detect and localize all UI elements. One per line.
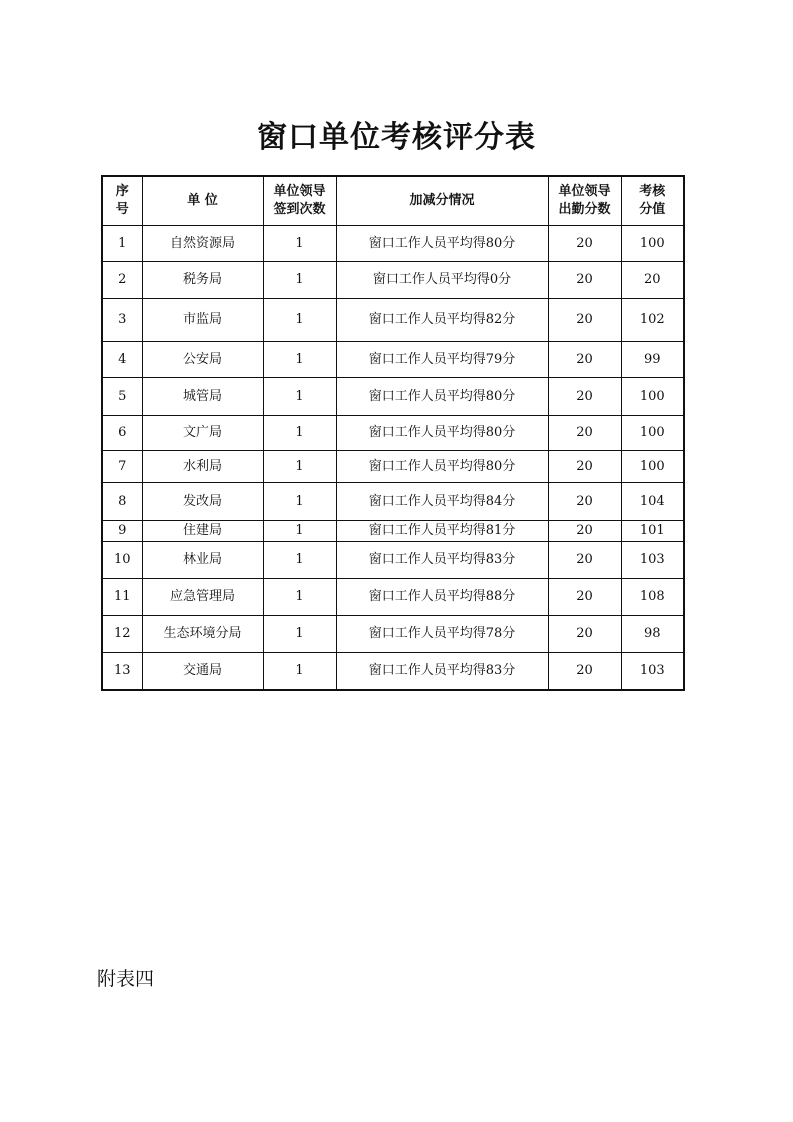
cell-sign-in-count: 1	[263, 342, 336, 378]
cell-index: 4	[102, 342, 142, 378]
table-row	[102, 226, 684, 262]
cell-attendance-score: 20	[548, 616, 621, 653]
cell-total-score: 99	[621, 342, 684, 378]
cell-attendance-score: 20	[548, 521, 621, 542]
cell-unit: 自然资源局	[142, 226, 263, 262]
appendix-label: 附表四	[97, 968, 155, 990]
score-table	[101, 175, 685, 691]
cell-sign-in-count: 1	[263, 416, 336, 451]
cell-adjustment: 窗口工作人员平均得83分	[336, 542, 548, 579]
cell-unit: 税务局	[142, 262, 263, 299]
cell-adjustment: 窗口工作人员平均得83分	[336, 653, 548, 690]
cell-sign-in-count: 1	[263, 616, 336, 653]
cell-sign-in-count: 1	[263, 299, 336, 342]
table-row	[102, 653, 684, 690]
table-row	[102, 416, 684, 451]
cell-total-score: 103	[621, 542, 684, 579]
cell-total-score: 100	[621, 226, 684, 262]
cell-sign-in-count: 1	[263, 483, 336, 521]
cell-index: 5	[102, 378, 142, 416]
cell-total-score: 101	[621, 521, 684, 542]
cell-index: 2	[102, 262, 142, 299]
table-row	[102, 579, 684, 616]
cell-sign-in-count: 1	[263, 521, 336, 542]
cell-unit: 林业局	[142, 542, 263, 579]
page-title: 窗口单位考核评分表	[257, 120, 536, 155]
cell-adjustment: 窗口工作人员平均得80分	[336, 451, 548, 483]
cell-unit: 应急管理局	[142, 579, 263, 616]
table-row	[102, 542, 684, 579]
cell-total-score: 104	[621, 483, 684, 521]
cell-total-score: 103	[621, 653, 684, 690]
cell-sign-in-count: 1	[263, 542, 336, 579]
header-attendance-score: 单位领导 出勤分数	[548, 176, 621, 226]
cell-unit: 市监局	[142, 299, 263, 342]
cell-attendance-score: 20	[548, 299, 621, 342]
cell-total-score: 98	[621, 616, 684, 653]
table-row	[102, 483, 684, 521]
cell-attendance-score: 20	[548, 483, 621, 521]
cell-adjustment: 窗口工作人员平均得80分	[336, 226, 548, 262]
cell-attendance-score: 20	[548, 579, 621, 616]
cell-sign-in-count: 1	[263, 653, 336, 690]
cell-total-score: 20	[621, 262, 684, 299]
cell-attendance-score: 20	[548, 226, 621, 262]
table-row	[102, 378, 684, 416]
cell-unit: 城管局	[142, 378, 263, 416]
cell-total-score: 102	[621, 299, 684, 342]
cell-adjustment: 窗口工作人员平均得0分	[336, 262, 548, 299]
cell-attendance-score: 20	[548, 542, 621, 579]
cell-sign-in-count: 1	[263, 579, 336, 616]
cell-adjustment: 窗口工作人员平均得80分	[336, 378, 548, 416]
cell-adjustment: 窗口工作人员平均得80分	[336, 416, 548, 451]
cell-sign-in-count: 1	[263, 451, 336, 483]
cell-attendance-score: 20	[548, 262, 621, 299]
header-total-score: 考核 分值	[621, 176, 684, 226]
cell-attendance-score: 20	[548, 653, 621, 690]
cell-adjustment: 窗口工作人员平均得81分	[336, 521, 548, 542]
cell-sign-in-count: 1	[263, 378, 336, 416]
cell-attendance-score: 20	[548, 378, 621, 416]
header-adjustment: 加减分情况	[336, 176, 548, 226]
cell-index: 3	[102, 299, 142, 342]
table-header-row	[102, 176, 684, 226]
cell-unit: 交通局	[142, 653, 263, 690]
cell-adjustment: 窗口工作人员平均得79分	[336, 342, 548, 378]
cell-index: 10	[102, 542, 142, 579]
cell-unit: 发改局	[142, 483, 263, 521]
table-row	[102, 616, 684, 653]
cell-attendance-score: 20	[548, 342, 621, 378]
table-row	[102, 299, 684, 342]
cell-index: 6	[102, 416, 142, 451]
cell-adjustment: 窗口工作人员平均得84分	[336, 483, 548, 521]
cell-unit: 公安局	[142, 342, 263, 378]
cell-adjustment: 窗口工作人员平均得78分	[336, 616, 548, 653]
cell-unit: 文广局	[142, 416, 263, 451]
cell-unit: 水利局	[142, 451, 263, 483]
table-row	[102, 451, 684, 483]
cell-index: 7	[102, 451, 142, 483]
header-index: 序 号	[102, 176, 142, 226]
table-row	[102, 342, 684, 378]
cell-sign-in-count: 1	[263, 262, 336, 299]
cell-attendance-score: 20	[548, 416, 621, 451]
cell-total-score: 100	[621, 416, 684, 451]
cell-sign-in-count: 1	[263, 226, 336, 262]
cell-total-score: 108	[621, 579, 684, 616]
cell-index: 9	[102, 521, 142, 542]
header-unit: 单 位	[142, 176, 263, 226]
cell-unit: 住建局	[142, 521, 263, 542]
cell-adjustment: 窗口工作人员平均得82分	[336, 299, 548, 342]
cell-total-score: 100	[621, 378, 684, 416]
cell-index: 8	[102, 483, 142, 521]
table-row	[102, 521, 684, 542]
cell-unit: 生态环境分局	[142, 616, 263, 653]
table-row	[102, 262, 684, 299]
header-sign-in-count: 单位领导 签到次数	[263, 176, 336, 226]
cell-index: 13	[102, 653, 142, 690]
cell-index: 11	[102, 579, 142, 616]
cell-index: 12	[102, 616, 142, 653]
cell-index: 1	[102, 226, 142, 262]
cell-adjustment: 窗口工作人员平均得88分	[336, 579, 548, 616]
cell-attendance-score: 20	[548, 451, 621, 483]
cell-total-score: 100	[621, 451, 684, 483]
